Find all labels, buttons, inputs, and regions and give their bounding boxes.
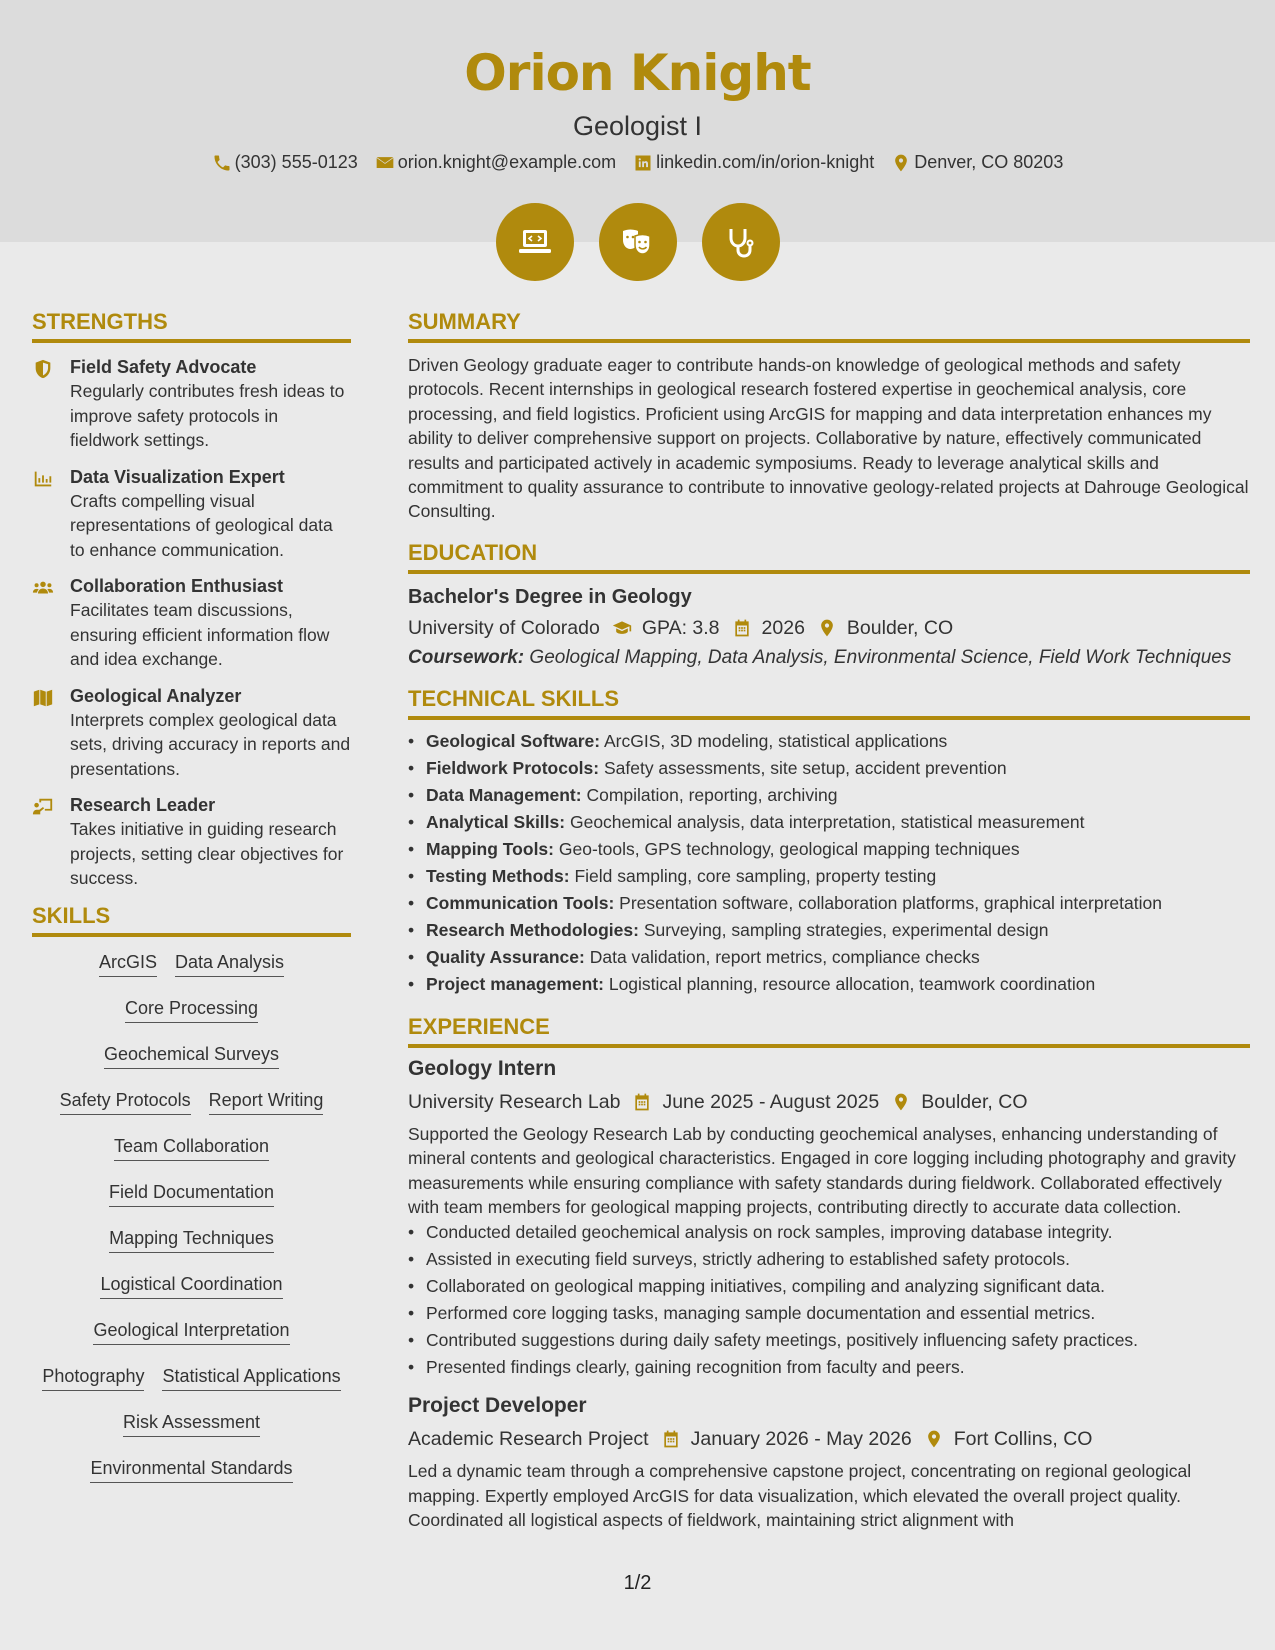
tech-label: Analytical Skills:: [426, 811, 566, 832]
skill-tag: Team Collaboration: [114, 1135, 269, 1161]
skill-tag: Core Processing: [125, 997, 258, 1023]
tech-value: Logistical planning, resource allocation, teamwork coordination: [608, 973, 1096, 994]
education-meta: [408, 612, 1250, 644]
list-item: [408, 863, 1250, 890]
tech-label: Mapping Tools:: [426, 838, 554, 859]
right-column: [408, 309, 1250, 1533]
strength-title: Field Safety Advocate: [70, 357, 257, 377]
skill-tag: Report Writing: [209, 1089, 324, 1115]
list-item: [408, 836, 1250, 863]
strength-item: [32, 355, 351, 453]
experience-heading: EXPERIENCE: [408, 1014, 1250, 1048]
education-location: Boulder, CO: [846, 616, 954, 639]
location-text: Denver, CO 80203: [914, 152, 1064, 172]
summary-heading: SUMMARY: [408, 309, 1250, 343]
skill-tag: Safety Protocols: [60, 1089, 191, 1115]
skill-tag: Field Documentation: [109, 1181, 274, 1207]
skill-tag: Photography: [42, 1365, 144, 1391]
strength-desc: Facilitates team discussions, ensuring efficient information flow and idea exchange.: [70, 600, 330, 669]
tech-value: Compilation, reporting, archiving: [586, 784, 838, 805]
skill-tag: Logistical Coordination: [100, 1273, 282, 1299]
calendar-icon: [732, 618, 752, 638]
contact-email[interactable]: [375, 152, 616, 173]
technical-skills-heading: TECHNICAL SKILLS: [408, 686, 1250, 720]
candidate-name: Orion Knight: [464, 44, 811, 102]
education-section: [408, 540, 1250, 670]
email-text: orion.knight@example.com: [397, 152, 617, 172]
linkedin-text: linkedin.com/in/orion-knight: [656, 152, 875, 172]
graduation-year: 2026: [761, 616, 805, 639]
job-meta: [408, 1423, 1250, 1455]
technical-skills-section: [408, 686, 1250, 998]
technical-skills-list: [408, 728, 1250, 998]
map-pin-icon: [817, 618, 837, 638]
list-item: • Contributed suggestions during daily safety meetings, positively influencing safety practices.: [408, 1327, 1250, 1354]
map-pin-icon: [924, 1429, 944, 1449]
skills-list: [32, 951, 351, 1483]
skill-tag: Risk Assessment: [123, 1411, 260, 1437]
calendar-icon: [661, 1429, 681, 1449]
tech-value: Data validation, report metrics, compliance checks: [589, 946, 980, 967]
graduation-cap-icon: [612, 618, 632, 638]
phone-text: (303) 555-0123: [234, 152, 358, 172]
badge-masks: [599, 203, 677, 281]
job-position-title: Project Developer: [408, 1394, 587, 1418]
list-item: [408, 728, 1250, 755]
chalkboard-teacher-icon: [32, 796, 54, 818]
strength-desc: Interprets complex geological data sets, driving accuracy in reports and presentations.: [70, 709, 351, 779]
school-name: University of Colorado: [408, 616, 600, 639]
skill-tag: Geochemical Surveys: [104, 1043, 279, 1069]
strengths-heading: STRENGTHS: [32, 309, 351, 343]
stethoscope-icon: [721, 222, 761, 262]
job-position-title: Geology Intern: [408, 1056, 557, 1080]
tech-label: Research Methodologies:: [426, 919, 639, 940]
job-description: Supported the Geology Research Lab by conducting geochemical analyses, enhancing understanding of mineral contents and geological characteristics. Engaged in core logging including photography and gravity measurements while ensuring compliance with safety standards during fieldwork. Collaborated effectively with team members for geological mapping projects, contributing directly to accurate data collection.: [408, 1123, 1236, 1218]
phone-icon: [212, 153, 232, 173]
strength-title: Data Visualization Expert: [70, 466, 285, 487]
skill-tag: Environmental Standards: [90, 1457, 292, 1483]
experience-section: [408, 1014, 1250, 1533]
tech-value: ArcGIS, 3D modeling, statistical applications: [603, 730, 948, 751]
map-pin-icon: [891, 1092, 911, 1112]
linkedin-icon: [633, 153, 653, 173]
gpa-text: GPA: 3.8: [641, 616, 720, 639]
tech-value: Surveying, sampling strategies, experimental design: [643, 919, 1049, 940]
job-meta: [408, 1086, 1250, 1118]
strength-desc: Takes initiative in guiding research projects, setting clear objectives for success.: [70, 819, 344, 888]
contact-phone[interactable]: [212, 152, 358, 173]
strength-item: [32, 465, 351, 563]
skill-tag: Mapping Techniques: [109, 1227, 274, 1253]
job-dates: June 2025 - August 2025: [662, 1090, 880, 1113]
strength-item: [32, 574, 351, 672]
coursework-text: Geological Mapping, Data Analysis, Environmental Science, Field Work Techniques: [529, 646, 1232, 668]
list-item: • Assisted in executing field surveys, strictly adhering to established safety protocols.: [408, 1246, 1250, 1273]
skill-tag: ArcGIS: [99, 951, 157, 977]
calendar-icon: [632, 1092, 652, 1112]
interest-badges: [0, 203, 1275, 281]
job-dates: January 2026 - May 2026: [690, 1428, 912, 1451]
job-description: Led a dynamic team through a comprehensive capstone project, concentrating on regional geological mapping. Expertly employed ArcGIS for data visualization, which elevated the overall project quality. Coordinated all logistical aspects of fieldwork, maintaining strict alignment with: [408, 1461, 1192, 1531]
badge-stethoscope: [702, 203, 780, 281]
list-item: • Collaborated on geological mapping initiatives, compiling and analyzing significant data.: [408, 1273, 1250, 1300]
list-item: • Conducted detailed geochemical analysis on rock samples, improving database integrity.: [408, 1219, 1250, 1246]
strength-item: [32, 793, 351, 891]
left-column: [32, 309, 351, 1483]
tech-label: Data Management:: [426, 784, 582, 805]
education-heading: EDUCATION: [408, 540, 1250, 574]
list-item: [408, 917, 1250, 944]
tech-value: Presentation software, collaboration platforms, graphical interpretation: [619, 892, 1162, 913]
job-location: Fort Collins, CO: [953, 1428, 1093, 1451]
strength-desc: Crafts compelling visual representations of geological data to enhance communication.: [70, 490, 333, 560]
shield-icon: [32, 358, 54, 380]
contact-linkedin[interactable]: [633, 152, 874, 173]
job-title: Geologist I: [572, 111, 703, 141]
strength-title: Geological Analyzer: [70, 685, 242, 706]
bar-chart-icon: [32, 468, 54, 490]
degree-title: Bachelor's Degree in Geology: [408, 585, 692, 608]
list-item: [408, 809, 1250, 836]
users-icon: [32, 577, 54, 599]
skill-tag: Geological Interpretation: [93, 1319, 289, 1345]
job-bullets: [408, 1219, 1250, 1381]
job-org: University Research Lab: [408, 1090, 621, 1113]
tech-label: Geological Software:: [426, 730, 601, 751]
list-item: [408, 782, 1250, 809]
page-number: 1/2: [623, 1572, 652, 1594]
skill-tag: Statistical Applications: [162, 1365, 340, 1391]
contact-bar: [0, 152, 1275, 173]
skills-heading: SKILLS: [32, 903, 351, 937]
envelope-icon: [375, 153, 395, 173]
map-pin-icon: [891, 153, 911, 173]
job-org: Academic Research Project: [408, 1428, 649, 1451]
laptop-code-icon: [515, 222, 555, 262]
job-location: Boulder, CO: [921, 1090, 1028, 1113]
list-item: • Presented findings clearly, gaining recognition from faculty and peers.: [408, 1354, 1250, 1381]
contact-location: [891, 152, 1063, 173]
strength-title: Collaboration Enthusiast: [70, 576, 284, 596]
strength-desc: Regularly contributes fresh ideas to improve safety protocols in fieldwork settings.: [70, 381, 345, 450]
tech-value: Safety assessments, site setup, accident prevention: [603, 757, 1007, 778]
tech-value: Geo-tools, GPS technology, geological mapping techniques: [558, 838, 1020, 859]
theater-masks-icon: [618, 222, 658, 262]
coursework-label: Coursework:: [408, 646, 525, 668]
strengths-list: [32, 355, 351, 891]
list-item: [408, 944, 1250, 971]
summary-text: Driven Geology graduate eager to contribute hands-on knowledge of geological methods and safety protocols. Recent internships in geological research fostered expertise in geochemical analysis, core processing, and field logistics. Proficient using ArcGIS for mapping and data interpretation enhances my ability to deliver comprehensive support on projects. Collaborative by nature, effectively communicated results and participated actively in academic symposiums. Ready to leverage analytical skills and commitment to quality assurance to contribute to innovative geology-related projects at Dahrouge Geological Consulting.: [408, 355, 1249, 522]
list-item: • Performed core logging tasks, managing sample documentation and essential metrics.: [408, 1300, 1250, 1327]
map-icon: [32, 687, 54, 709]
tech-label: Testing Methods:: [426, 865, 570, 886]
list-item: [408, 755, 1250, 782]
strength-title: Research Leader: [70, 795, 216, 815]
badge-laptop: [496, 203, 574, 281]
tech-label: Project management:: [426, 973, 604, 994]
tech-label: Communication Tools:: [426, 892, 615, 913]
strength-item: [32, 684, 351, 782]
tech-label: Quality Assurance:: [426, 946, 585, 967]
tech-label: Fieldwork Protocols:: [426, 757, 600, 778]
list-item: [408, 971, 1250, 998]
skill-tag: Data Analysis: [175, 951, 284, 977]
list-item: [408, 890, 1250, 917]
tech-value: Field sampling, core sampling, property testing: [574, 865, 937, 886]
tech-value: Geochemical analysis, data interpretation, statistical measurement: [569, 811, 1085, 832]
coursework: [408, 646, 1250, 670]
